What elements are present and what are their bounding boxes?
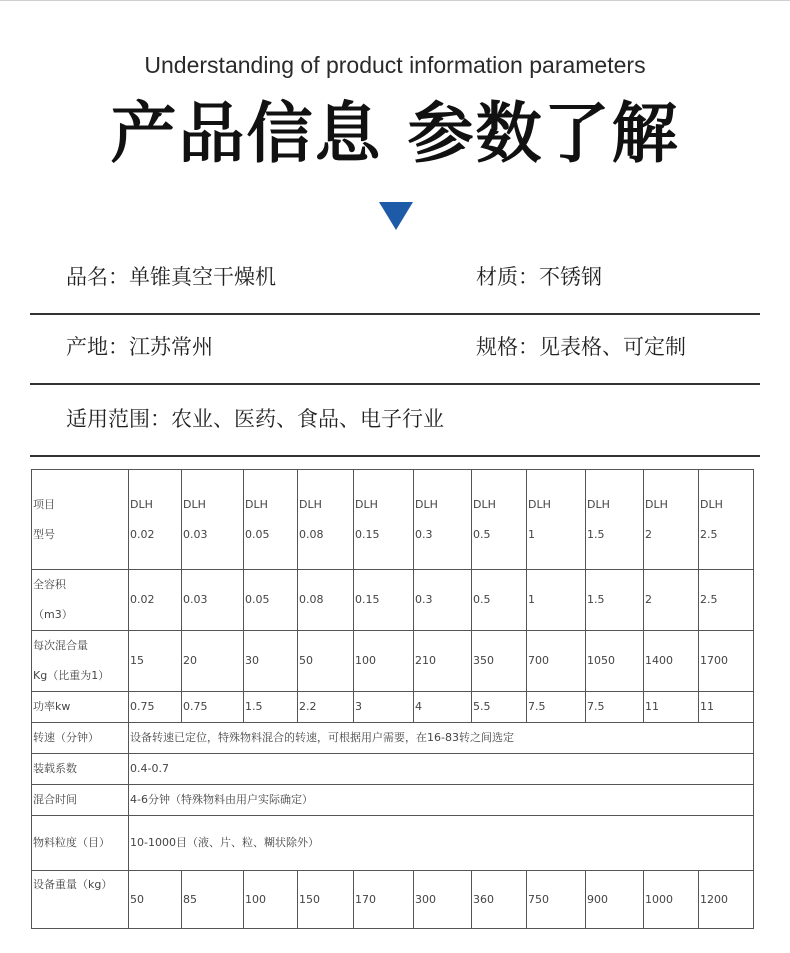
model-cell: DLH 1: [527, 470, 586, 570]
volume-cell: 0.05: [244, 570, 298, 631]
model-cell: DLH 2: [644, 470, 699, 570]
model-cell: DLH 0.5: [472, 470, 527, 570]
row-label-volume: 全容积 （m3）: [32, 570, 129, 631]
weight-cell: 150: [298, 871, 354, 929]
power-cell: 3: [354, 692, 414, 723]
row-label-load: 装载系数: [32, 754, 129, 785]
mix-cell: 30: [244, 631, 298, 692]
table-row: [32, 871, 754, 929]
power-cell: 7.5: [527, 692, 586, 723]
weight-cell: 50: [129, 871, 182, 929]
speed-value: 设备转速已定位，特殊物料混合的转速，可根据用户需要，在16-83转之间选定: [129, 723, 754, 754]
volume-cell: 2: [644, 570, 699, 631]
mix-cell: 350: [472, 631, 527, 692]
mix-cell: 15: [129, 631, 182, 692]
table-row: [32, 470, 754, 570]
weight-cell: 900: [586, 871, 644, 929]
power-cell: 2.2: [298, 692, 354, 723]
table-row: [32, 631, 754, 692]
info-row-name: [30, 243, 760, 315]
power-cell: 5.5: [472, 692, 527, 723]
mix-cell: 1050: [586, 631, 644, 692]
model-cell: DLH 0.02: [129, 470, 182, 570]
mix-cell: 1400: [644, 631, 699, 692]
material: 材质：不锈钢: [476, 265, 602, 289]
info-row-scope: [30, 385, 760, 457]
page-title: 产品信息 参数了解: [110, 95, 680, 172]
power-cell: 0.75: [182, 692, 244, 723]
volume-cell: 1.5: [586, 570, 644, 631]
weight-cell: 300: [414, 871, 472, 929]
table-row: [32, 692, 754, 723]
power-cell: 7.5: [586, 692, 644, 723]
model-cell: DLH 1.5: [586, 470, 644, 570]
top-divider: [0, 0, 790, 1]
volume-cell: 1: [527, 570, 586, 631]
product-name: 品名：单锥真空干燥机: [66, 265, 276, 289]
row-label-particle: 物料粒度（目）: [32, 816, 129, 871]
time-value: 4-6分钟（特殊物料由用户实际确定）: [129, 785, 754, 816]
model-cell: DLH 0.03: [182, 470, 244, 570]
volume-cell: 0.02: [129, 570, 182, 631]
power-cell: 11: [644, 692, 699, 723]
specification: 规格：见表格、可定制: [476, 335, 686, 359]
arrow-down-icon: [379, 202, 413, 230]
volume-cell: 0.15: [354, 570, 414, 631]
page-subtitle: Understanding of product information parameters: [144, 52, 646, 78]
table-row: [32, 754, 754, 785]
power-cell: 4: [414, 692, 472, 723]
volume-cell: 0.03: [182, 570, 244, 631]
row-label-time: 混合时间: [32, 785, 129, 816]
mix-cell: 1700: [699, 631, 754, 692]
volume-cell: 0.5: [472, 570, 527, 631]
weight-cell: 1000: [644, 871, 699, 929]
weight-cell: 360: [472, 871, 527, 929]
table-row: [32, 723, 754, 754]
mix-cell: 700: [527, 631, 586, 692]
power-cell: 1.5: [244, 692, 298, 723]
info-row-origin: [30, 313, 760, 385]
row-label-model: 项目 型号: [32, 470, 129, 570]
row-label-power: 功率kw: [32, 692, 129, 723]
mix-cell: 100: [354, 631, 414, 692]
model-cell: DLH 0.08: [298, 470, 354, 570]
weight-cell: 85: [182, 871, 244, 929]
mix-cell: 210: [414, 631, 472, 692]
volume-cell: 0.3: [414, 570, 472, 631]
model-cell: DLH 2.5: [699, 470, 754, 570]
mix-cell: 50: [298, 631, 354, 692]
load-value: 0.4-0.7: [129, 754, 754, 785]
table-row: [32, 785, 754, 816]
power-cell: 0.75: [129, 692, 182, 723]
row-label-weight: 设备重量（kg）: [32, 871, 129, 929]
volume-cell: 2.5: [699, 570, 754, 631]
power-cell: 11: [699, 692, 754, 723]
model-cell: DLH 0.15: [354, 470, 414, 570]
weight-cell: 100: [244, 871, 298, 929]
model-cell: DLH 0.05: [244, 470, 298, 570]
row-label-speed: 转速（分钟）: [32, 723, 129, 754]
application-scope: 适用范围：农业、医药、食品、电子行业: [66, 407, 444, 431]
spec-table: [31, 469, 754, 929]
volume-cell: 0.08: [298, 570, 354, 631]
model-cell: DLH 0.3: [414, 470, 472, 570]
weight-cell: 1200: [699, 871, 754, 929]
weight-cell: 750: [527, 871, 586, 929]
weight-cell: 170: [354, 871, 414, 929]
origin: 产地：江苏常州: [66, 335, 213, 359]
particle-value: 10-1000目（液、片、粒、糊状除外）: [129, 816, 754, 871]
row-label-mix: 每次混合量 Kg（比重为1）: [32, 631, 129, 692]
mix-cell: 20: [182, 631, 244, 692]
table-row: [32, 816, 754, 871]
table-row: [32, 570, 754, 631]
